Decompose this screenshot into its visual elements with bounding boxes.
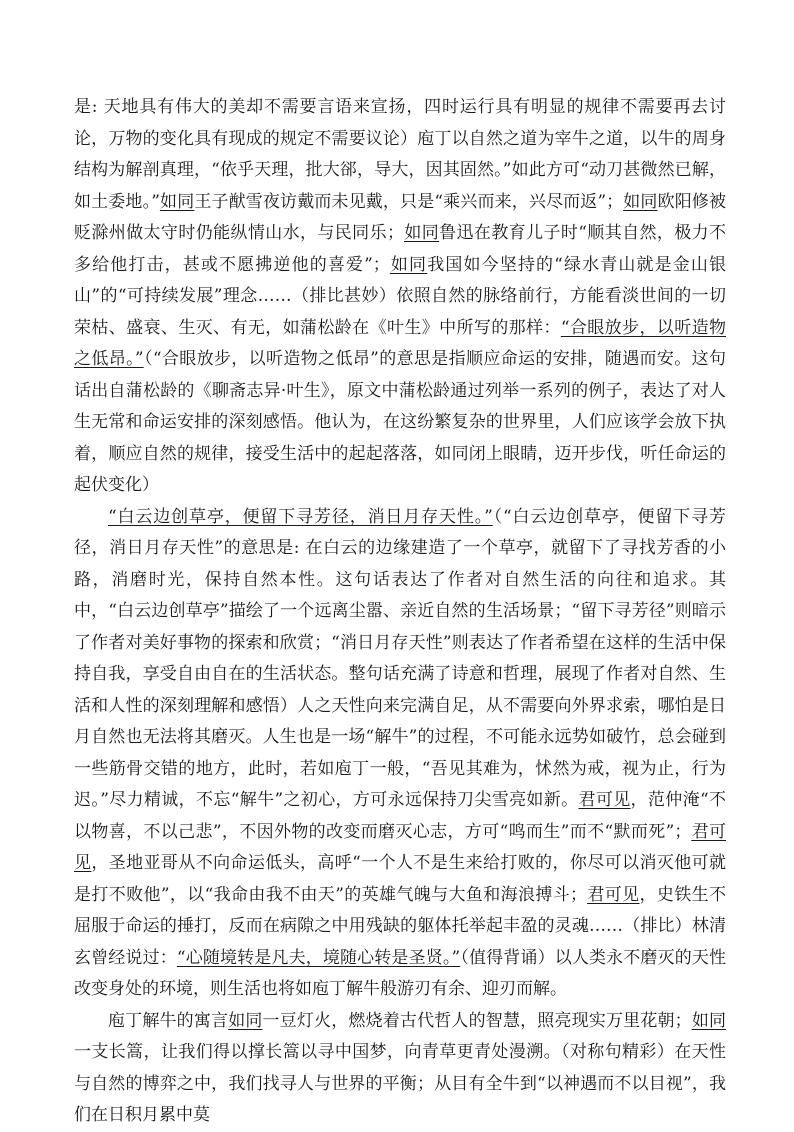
text-run: 鲁迅在教育儿子时“顺其自然，极力不多给他打击，甚或不愿拂逆他的喜爱”； (74, 223, 727, 275)
underlined-text: 如同 (159, 191, 195, 212)
document-body (74, 92, 726, 1132)
text-run: 一豆灯火，燃烧着古代哲人的智慧，照亮现实万里花朝； (262, 1010, 692, 1031)
underlined-text: 如同 (403, 223, 440, 243)
text-run: （“合眼放步，以听造物之低昂”的意思是指顺应命运的安排，随遇而安。这句话出自蒲松龄的《聊斋志异·叶生》，原文中蒲松龄通过列举一系列的例子，表达了对人生无常和命运安排的深刻感悟。他认为，在这纷繁复杂的世界里，人们应该学会放下执着，顺应自然的规律，接受生活中的起起落落，如同闭上眼睛，迈开步伐，听任命运的起伏变化） (74, 349, 726, 495)
text-run: 欧阳修被贬滁州做太守时仍能纵情山水，与民同乐； (74, 191, 727, 243)
text-run: ，范仲淹“不以物喜，不以己悲”，不因外物的改变而磨灭心志，方可“鸣而生”而不“默而死”； (74, 790, 726, 842)
underlined-text: 君可见 (578, 790, 631, 810)
text-run: ，圣地亚哥从不向命运低头，高呼“一个人不是生来给打败的，你尽可以消灭他可就是打不败他”，以“我命由我不由天”的英雄气魄与大鱼和海浪搏斗； (74, 853, 726, 905)
text-run: ，史铁生不屈服于命运的捶打，反而在病隙之中用残缺的躯体托举起丰盈的灵魂……（排比）林清玄曾经说过： (74, 884, 726, 968)
text-run: 是: 天地具有伟大的美却不需要言语来宣扬，四时运行具有明显的规律不需要再去讨论，万物的变化具有现成的规定不需要议论）庖丁以自然之道为宰牛之道，以牛的周身结构为解剖真理，“依乎天理，批大郤，导大，因其固然。”如此方可“动刀甚微然已解，如土委地。” (74, 97, 726, 212)
paragraph (74, 1006, 726, 1132)
underlined-text: 如同 (228, 1010, 263, 1031)
paragraph (74, 92, 726, 502)
text-run: 我国如今坚持的“绿水青山就是金山银山”的“可持续发展”理念……（排比甚妙）依照自然的脉络前行，方能看淡世间的一切荣枯、盛衰、生灭、有无，如蒲松龄在《叶生》中所写的那样： (74, 254, 726, 338)
text-run: （值得背诵）以人类永不磨灭的天性改变身处的环境，则生活也将如庖丁解牛般游刃有余、迎刃而解。 (74, 947, 727, 999)
underlined-text: 如同 (691, 1010, 727, 1031)
text-run: 庖丁解牛的寓言 (108, 1010, 229, 1031)
paragraph (74, 502, 726, 1006)
underlined-text: 如同 (389, 254, 428, 275)
underlined-text: 如同 (623, 191, 658, 212)
underlined-text: “合眼放步，以听造物之低昂。” (74, 317, 726, 369)
underlined-text: 君可见 (587, 884, 640, 905)
text-run: （“白云边创草亭，便留下寻芳径，消日月存天性”的意思是: 在白云的边缘建造了一个草亭，就留下了寻找芳香的小路，消磨时光，保持自然本性。这句话表达了作者对自然生活的向往和追求。其中，“白云边创草亭”描绘了一个远离尘嚣、亲近自然的生活场景；“留下寻芳径”则暗示了作者对美好事物的探索和欣赏；“消日月存天性”则表达了作者希望在这样的生活中保持自我，享受自由自在的生活状态。整句话充满了诗意和哲理，展现了作者对自然、生活和人性的深刻理解和感悟）人之天性向来完满自足，从不需要向外界求索，哪怕是日月自然也无法将其磨灭。人生也是一场“解牛”的过程，不可能永远势如破竹，总会碰到一些筋骨交错的地方，此时，若如庖丁一般，“吾见其难为，怵然为戒，视为止，行为迟。”尽力精诚，不忘“解牛”之初心，方可永远保持刀尖雪亮如新。 (74, 506, 726, 810)
underlined-text: 君可见 (74, 821, 727, 873)
underlined-text: “心随境转是凡夫，境随心转是圣贤。” (176, 947, 461, 968)
text-run: 一支长篙，让我们得以撑长篙以寻中国梦，向青草更青处漫溯。（对称句精彩）在天性与自然的博弈之中，我们找寻人与世界的平衡；从目有全牛到“以神遇而不以目视”，我们在日积月累中莫 (74, 1042, 726, 1125)
text-run: 王子猷雪夜访戴而未见戴，只是“乘兴而来，兴尽而返”； (194, 191, 624, 212)
underlined-text: “白云边创草亭，便留下寻芳径，消日月存天性。” (108, 506, 493, 527)
